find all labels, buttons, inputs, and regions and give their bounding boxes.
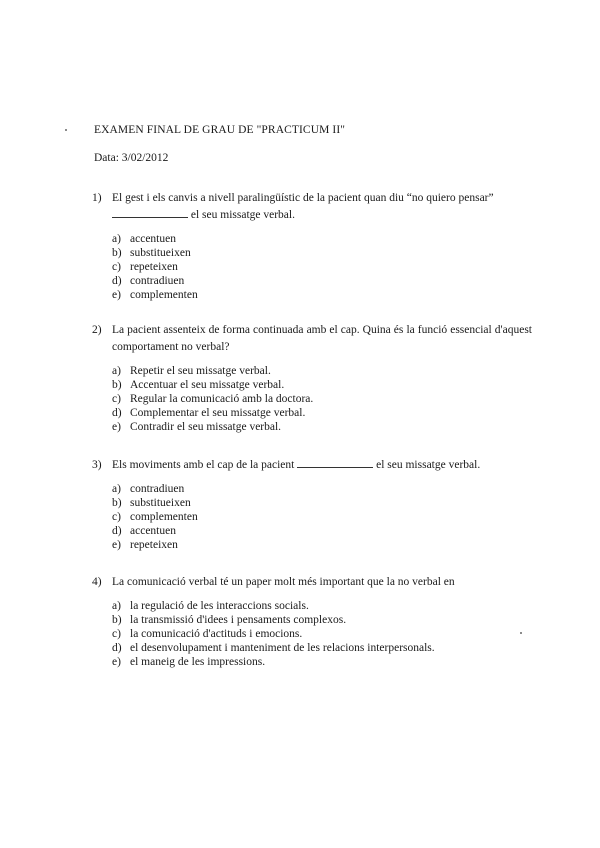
option-letter: a) xyxy=(112,600,121,612)
question-4 xyxy=(92,574,532,669)
option-letter: d) xyxy=(112,275,122,287)
option-text: la transmissió d'idees i pensaments complexos. xyxy=(130,614,347,626)
option-letter: c) xyxy=(112,628,121,640)
option-b xyxy=(112,613,532,627)
question-1-text-part1: El gest i els canvis a nivell paralingüístic de la pacient quan diu “no quiero pensar” xyxy=(112,192,494,204)
option-letter: b) xyxy=(112,379,122,391)
option-text: contradiuen xyxy=(130,275,185,287)
option-letter: a) xyxy=(112,365,121,377)
option-text: Regular la comunicació amb la doctora. xyxy=(130,393,314,405)
question-number: 4) xyxy=(92,576,102,588)
option-b xyxy=(112,496,532,510)
question-4-options xyxy=(92,599,532,669)
option-text: el maneig de les impressions. xyxy=(130,656,266,668)
option-letter: e) xyxy=(112,289,121,301)
option-letter: a) xyxy=(112,233,121,245)
option-d xyxy=(112,524,532,538)
option-e xyxy=(112,420,532,434)
option-text: complementen xyxy=(130,511,198,523)
option-text: Repetir el seu missatge verbal. xyxy=(130,365,271,377)
option-text: el desenvolupament i manteniment de les relacions interpersonals. xyxy=(130,642,435,654)
option-text: Complementar el seu missatge verbal. xyxy=(130,407,306,419)
question-2-text: La pacient assenteix de forma continuada amb el cap. Quina és la funció essencial d'aquest comportament no verbal? xyxy=(112,324,532,353)
option-letter: b) xyxy=(112,497,122,509)
question-1-stem xyxy=(92,190,532,224)
option-text: Contradir el seu missatge verbal. xyxy=(130,421,282,433)
question-number: 3) xyxy=(92,459,102,471)
question-3-text-part2: el seu missatge verbal. xyxy=(376,459,481,471)
option-letter: e) xyxy=(112,539,121,551)
option-a xyxy=(112,599,532,613)
option-text: substitueixen xyxy=(130,497,191,509)
option-text: accentuen xyxy=(130,233,176,245)
option-a xyxy=(112,232,532,246)
option-e xyxy=(112,288,532,302)
option-text: contradiuen xyxy=(130,483,185,495)
option-text: la comunicació d'actituds i emocions. xyxy=(130,628,303,640)
option-text: complementen xyxy=(130,289,198,301)
option-d xyxy=(112,406,532,420)
option-b xyxy=(112,246,532,260)
exam-title: EXAMEN FINAL DE GRAU DE "PRACTICUM II" xyxy=(94,124,346,136)
option-letter: b) xyxy=(112,614,122,626)
scan-speck xyxy=(65,129,67,131)
question-number: 1) xyxy=(92,192,102,204)
question-3-options xyxy=(92,482,532,552)
option-letter: d) xyxy=(112,407,122,419)
option-text: substitueixen xyxy=(130,247,191,259)
option-letter: c) xyxy=(112,393,121,405)
option-letter: d) xyxy=(112,525,122,537)
option-c xyxy=(112,392,532,406)
question-2-options xyxy=(92,364,532,434)
question-1-text-part2: el seu missatge verbal. xyxy=(190,209,295,221)
answer-blank xyxy=(112,208,188,218)
question-2-stem xyxy=(92,322,532,356)
option-letter: c) xyxy=(112,511,121,523)
question-4-stem xyxy=(92,574,532,591)
question-number: 2) xyxy=(92,324,102,336)
option-letter: a) xyxy=(112,483,121,495)
question-3-text-part1: Els moviments amb el cap de la pacient xyxy=(112,459,295,471)
option-letter: e) xyxy=(112,421,121,433)
option-b xyxy=(112,378,532,392)
answer-blank xyxy=(297,458,373,468)
option-letter: d) xyxy=(112,642,122,654)
option-c xyxy=(112,260,532,274)
option-e xyxy=(112,655,532,669)
option-e xyxy=(112,538,532,552)
option-a xyxy=(112,364,532,378)
option-text: la regulació de les interaccions socials. xyxy=(130,600,309,612)
option-letter: c) xyxy=(112,261,121,273)
option-letter: b) xyxy=(112,247,122,259)
question-3-stem xyxy=(92,457,532,474)
option-text: repeteixen xyxy=(130,539,178,551)
option-letter: e) xyxy=(112,656,121,668)
question-1 xyxy=(92,190,532,302)
option-a xyxy=(112,482,532,496)
option-text: repeteixen xyxy=(130,261,178,273)
option-text: Accentuar el seu missatge verbal. xyxy=(130,379,285,391)
option-text: accentuen xyxy=(130,525,176,537)
exam-date: Data: 3/02/2012 xyxy=(94,152,169,164)
question-2 xyxy=(92,322,532,434)
scan-speck xyxy=(520,632,522,634)
option-d xyxy=(112,274,532,288)
option-c xyxy=(112,627,532,641)
option-d xyxy=(112,641,532,655)
question-1-options xyxy=(92,232,532,302)
question-3 xyxy=(92,457,532,552)
question-4-text: La comunicació verbal té un paper molt més important que la no verbal en xyxy=(112,576,455,588)
option-c xyxy=(112,510,532,524)
